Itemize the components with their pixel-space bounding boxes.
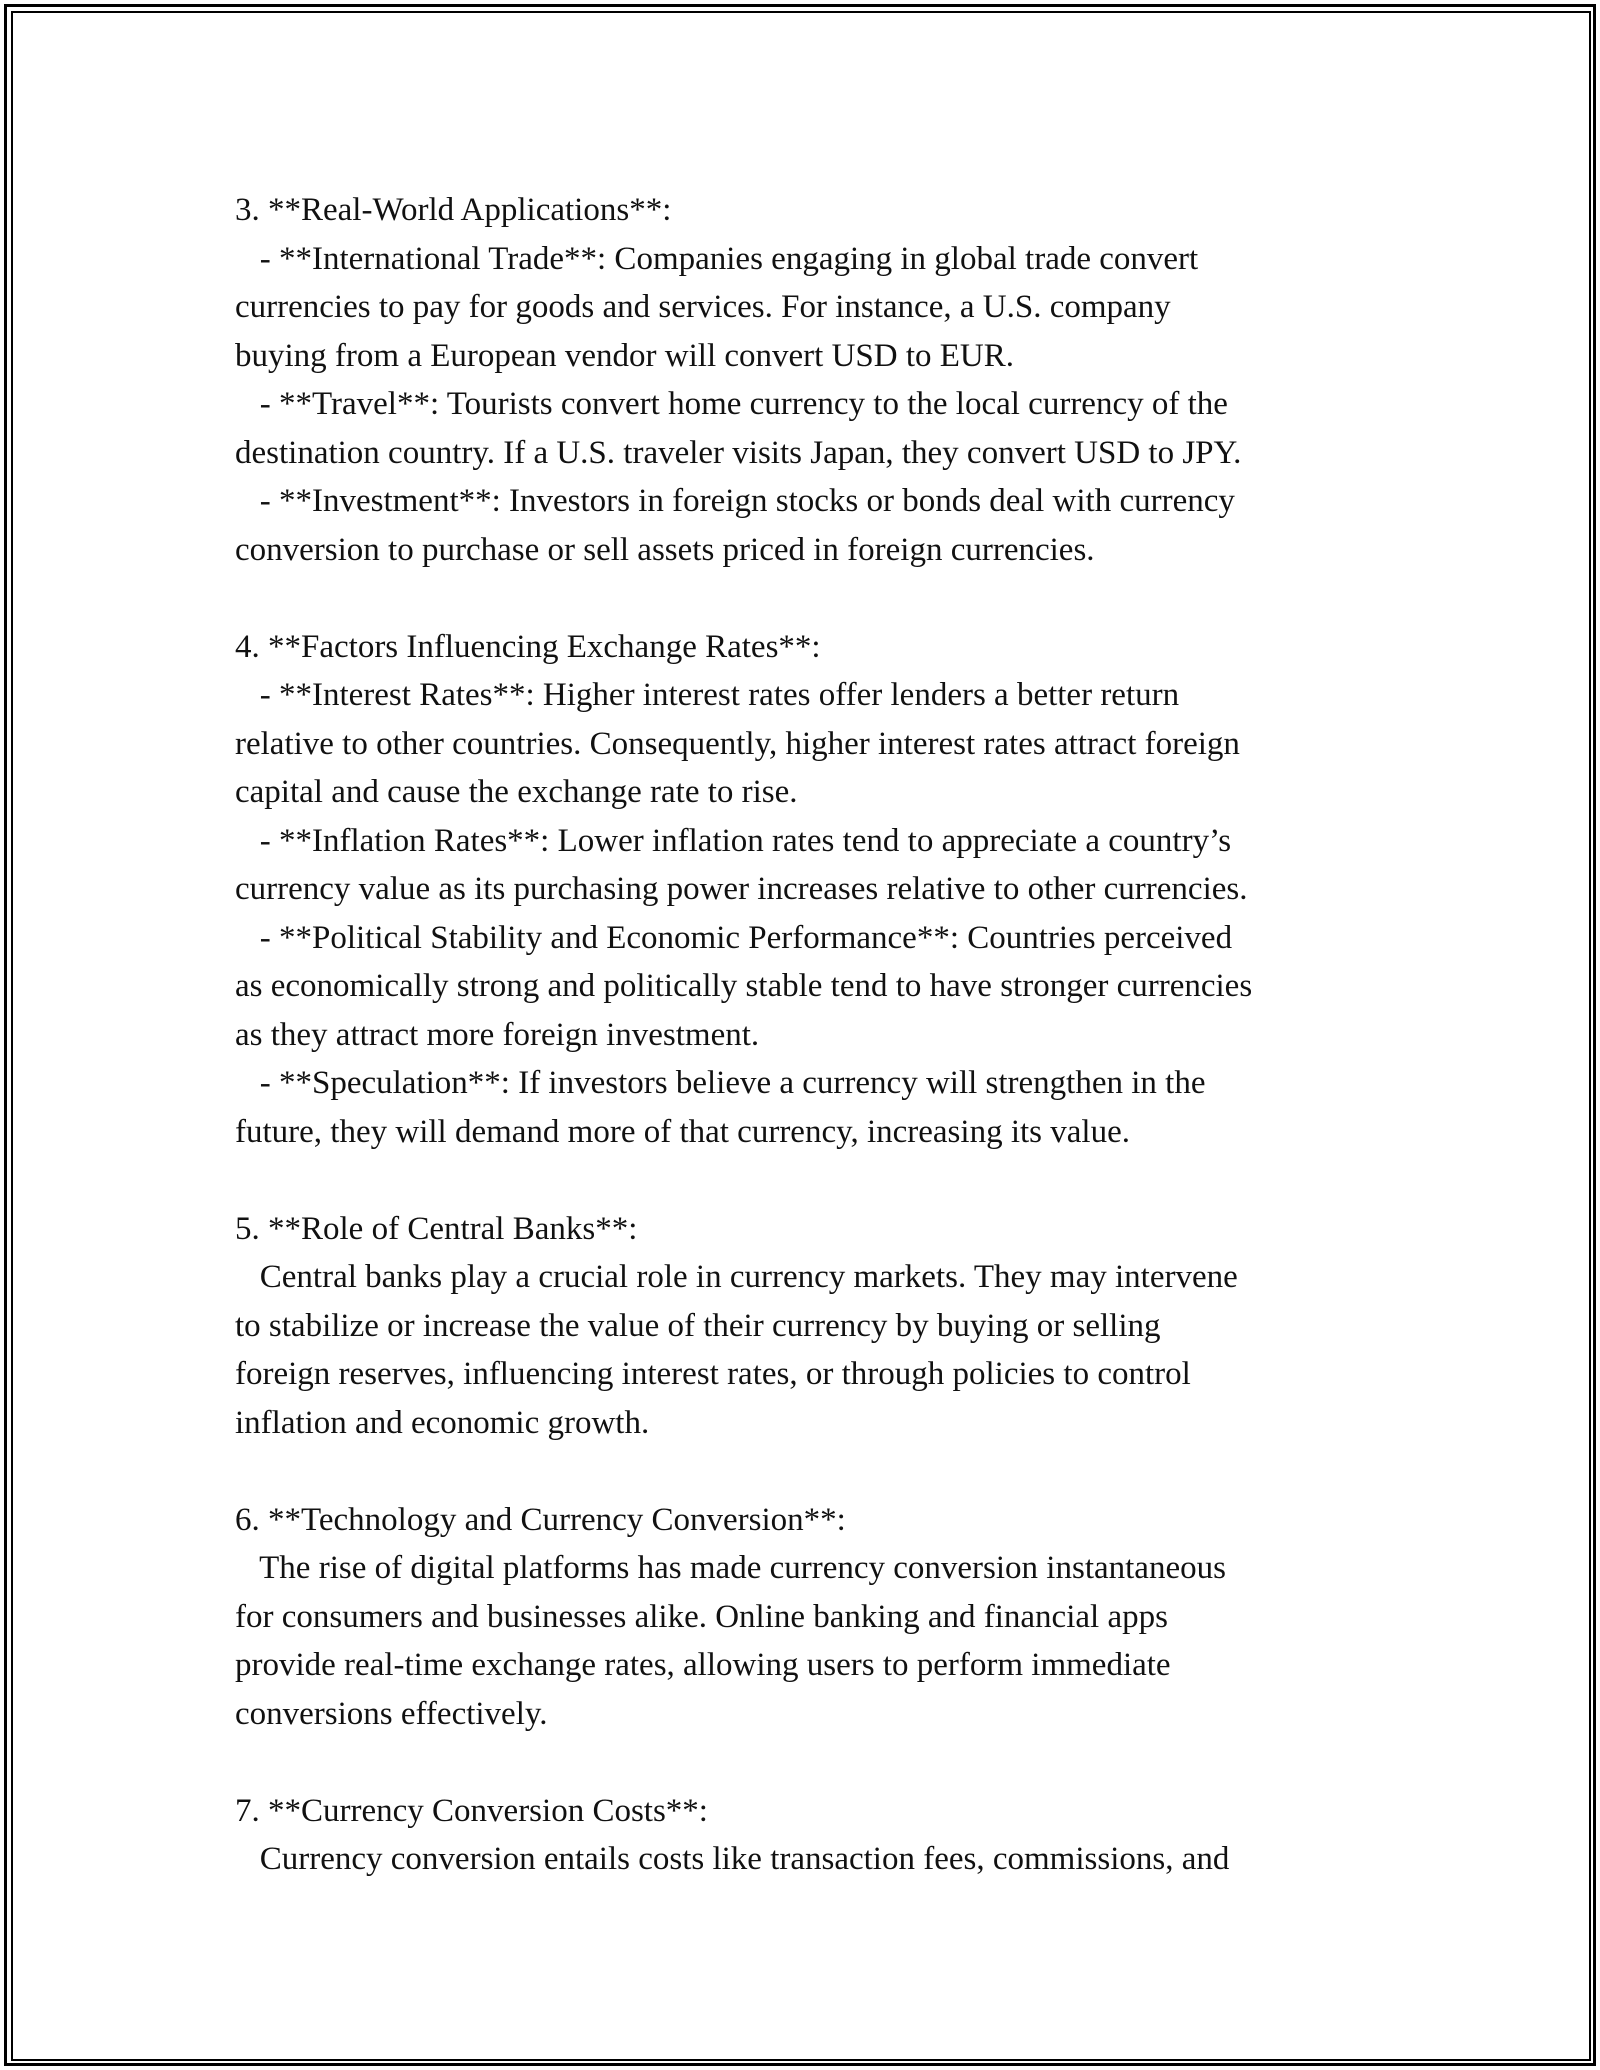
paragraph-gap [235, 574, 1375, 623]
text-line: - **Interest Rates**: Higher interest rates offer lenders a better return [235, 677, 1180, 713]
text-line: conversion to purchase or sell assets priced in foreign currencies. [235, 531, 1095, 568]
section-heading: 4. **Factors Influencing Exchange Rates**: [235, 628, 821, 665]
paragraph-gap [235, 1738, 1375, 1787]
text-line: - **International Trade**: Companies engaging in global trade convert [235, 240, 1199, 277]
text-line: to stabilize or increase the value of their currency by buying or selling [235, 1307, 1161, 1344]
section-role-of-central-banks [235, 1205, 1375, 1448]
section-heading: 5. **Role of Central Banks**: [235, 1210, 638, 1247]
text-line: provide real-time exchange rates, allowing users to perform immediate [235, 1647, 1171, 1683]
text-line: currency value as its purchasing power increases relative to other currencies. [235, 871, 1248, 907]
text-line: - **Investment**: Investors in foreign stocks or bonds deal with currency [235, 483, 1235, 519]
text-line: currencies to pay for goods and services. For instance, a U.S. company [235, 289, 1171, 325]
text-line: destination country. If a U.S. traveler visits Japan, they convert USD to JPY. [235, 434, 1242, 471]
text-line: foreign reserves, influencing interest rates, or through policies to control [235, 1356, 1191, 1392]
text-line: capital and cause the exchange rate to rise. [235, 774, 798, 810]
text-line: future, they will demand more of that currency, increasing its value. [235, 1113, 1130, 1150]
paragraph-gap [235, 1156, 1375, 1205]
section-factors-influencing-exchange-rates [235, 623, 1375, 1157]
text-line: - **Travel**: Tourists convert home currency to the local currency of the [235, 386, 1228, 422]
text-line: Currency conversion entails costs like transaction fees, commissions, and [235, 1841, 1230, 1877]
paragraph-gap [235, 1447, 1375, 1496]
section-real-world-applications [235, 186, 1375, 574]
text-line: - **Political Stability and Economic Performance**: Countries perceived [235, 919, 1233, 956]
text-line: The rise of digital platforms has made currency conversion instantaneous [235, 1550, 1226, 1586]
document-body [235, 186, 1375, 1884]
text-line: conversions effectively. [235, 1695, 548, 1732]
text-line: as economically strong and politically stable tend to have stronger currencies [235, 968, 1253, 1004]
text-line: Central banks play a crucial role in currency markets. They may intervene [235, 1259, 1238, 1295]
text-line: - **Inflation Rates**: Lower inflation rates tend to appreciate a country’s [235, 822, 1232, 859]
text-line: for consumers and businesses alike. Online banking and financial apps [235, 1598, 1168, 1635]
text-line: as they attract more foreign investment. [235, 1016, 760, 1053]
section-heading: 3. **Real-World Applications**: [235, 192, 672, 228]
text-line: inflation and economic growth. [235, 1404, 650, 1441]
section-heading: 6. **Technology and Currency Conversion**: [235, 1501, 846, 1538]
text-line: - **Speculation**: If investors believe a currency will strengthen in the [235, 1065, 1206, 1101]
text-line: buying from a European vendor will convert USD to EUR. [235, 337, 1015, 374]
section-technology-and-currency-conversion [235, 1496, 1375, 1739]
section-currency-conversion-costs [235, 1787, 1375, 1884]
section-heading: 7. **Currency Conversion Costs**: [235, 1792, 708, 1829]
text-line: relative to other countries. Consequently, higher interest rates attract foreign [235, 725, 1240, 762]
